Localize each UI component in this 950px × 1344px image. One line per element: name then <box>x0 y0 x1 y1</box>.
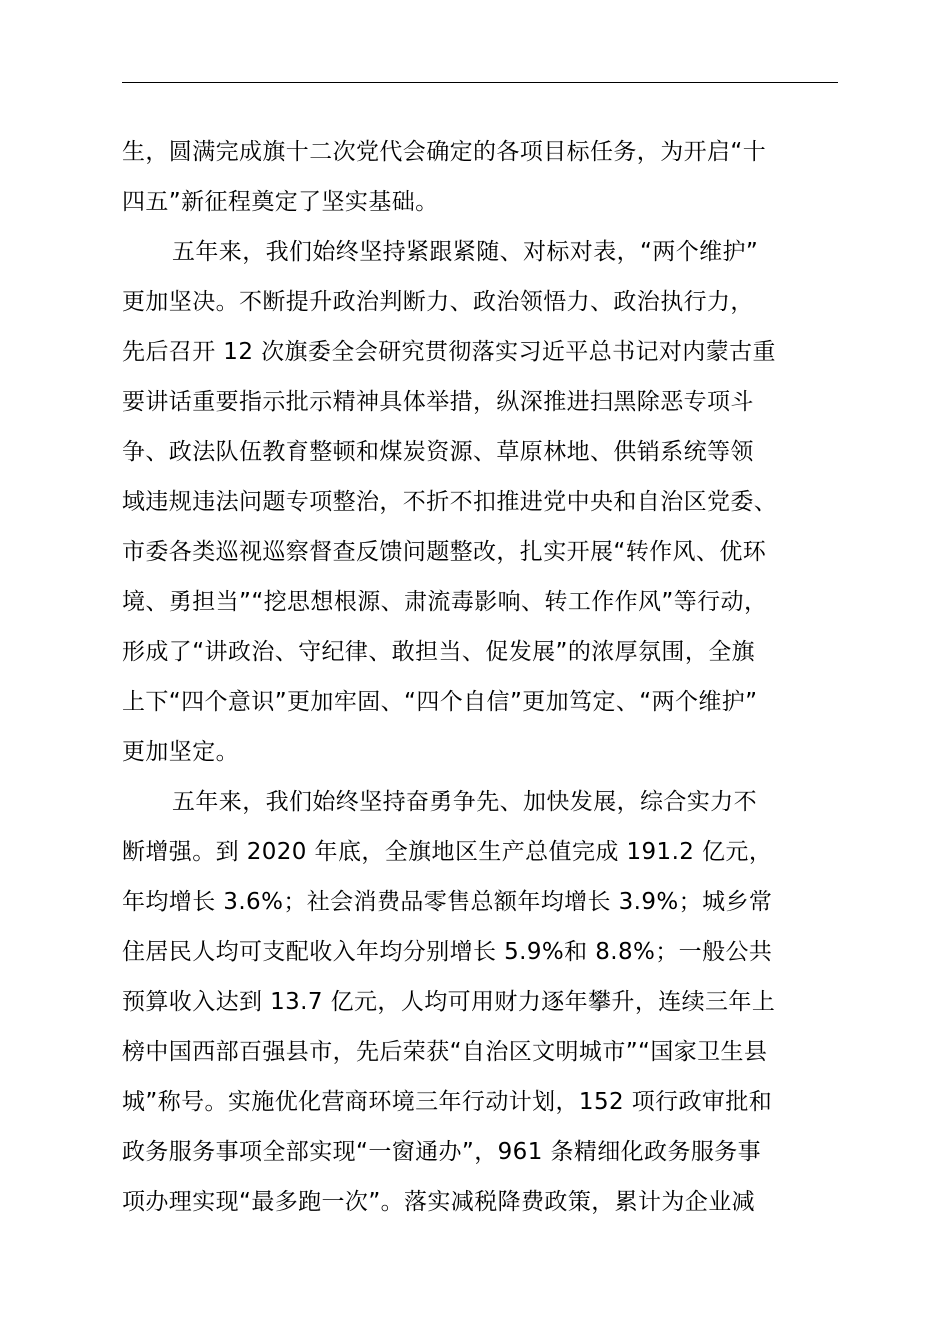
text-line: 生，圆满完成旗十二次党代会确定的各项目标任务，为开启“十 <box>122 139 767 165</box>
text-line: 项办理实现“最多跑一次”。落实减税降费政策，累计为企业减 <box>122 1189 756 1215</box>
text-line: 城”称号。实施优化营商环境三年行动计划，152 项行政审批和 <box>122 1089 773 1115</box>
text-line: 榜中国西部百强县市，先后荣获“自治区文明城市”“国家卫生县 <box>122 1039 768 1065</box>
text-line: 境、勇担当”“挖思想根源、肃流毒影响、转工作作风”等行动， <box>122 589 768 615</box>
text-line: 政务服务事项全部实现“一窗通办”，961 条精细化政务服务事 <box>122 1139 762 1165</box>
text-line: 上下“四个意识”更加牢固、“四个自信”更加笃定、“两个维护” <box>122 689 758 715</box>
text-line: 更加坚决。不断提升政治判断力、政治领悟力、政治执行力， <box>122 289 754 315</box>
text-line: 要讲话重要指示批示精神具体举措，纵深推进扫黑除恶专项斗 <box>122 389 754 415</box>
text-line: 住居民人均可支配收入年均分别增长 5.9%和 8.8%；一般公共 <box>122 939 773 965</box>
paragraph-start-line: 五年来，我们始终坚持奋勇争先、加快发展，综合实力不 <box>172 789 757 815</box>
paragraph-start-line: 五年来，我们始终坚持紧跟紧随、对标对表，“两个维护” <box>172 239 759 265</box>
text-line: 形成了“讲政治、守纪律、敢担当、促发展”的浓厚氛围，全旗 <box>122 639 756 665</box>
text-line: 域违规违法问题专项整治，不折不扣推进党中央和自治区党委、 <box>122 489 778 515</box>
text-line: 市委各类巡视巡察督查反馈问题整改，扎实开展“转作风、优环 <box>122 539 767 565</box>
text-line: 四五”新征程奠定了坚实基础。 <box>122 189 439 215</box>
header-rule <box>122 82 838 83</box>
text-line: 预算收入达到 13.7 亿元，人均可用财力逐年攀升，连续三年上 <box>122 989 776 1015</box>
text-line: 争、政法队伍教育整顿和煤炭资源、草原林地、供销系统等领 <box>122 439 754 465</box>
text-line: 先后召开 12 次旗委全会研究贯彻落实习近平总书记对内蒙古重 <box>122 339 776 365</box>
body-text <box>122 127 842 1227</box>
text-line: 年均增长 3.6%；社会消费品零售总额年均增长 3.9%；城乡常 <box>122 889 773 915</box>
text-line: 更加坚定。 <box>122 739 239 765</box>
text-line: 断增强。到 2020 年底，全旗地区生产总值完成 191.2 亿元， <box>122 839 773 865</box>
